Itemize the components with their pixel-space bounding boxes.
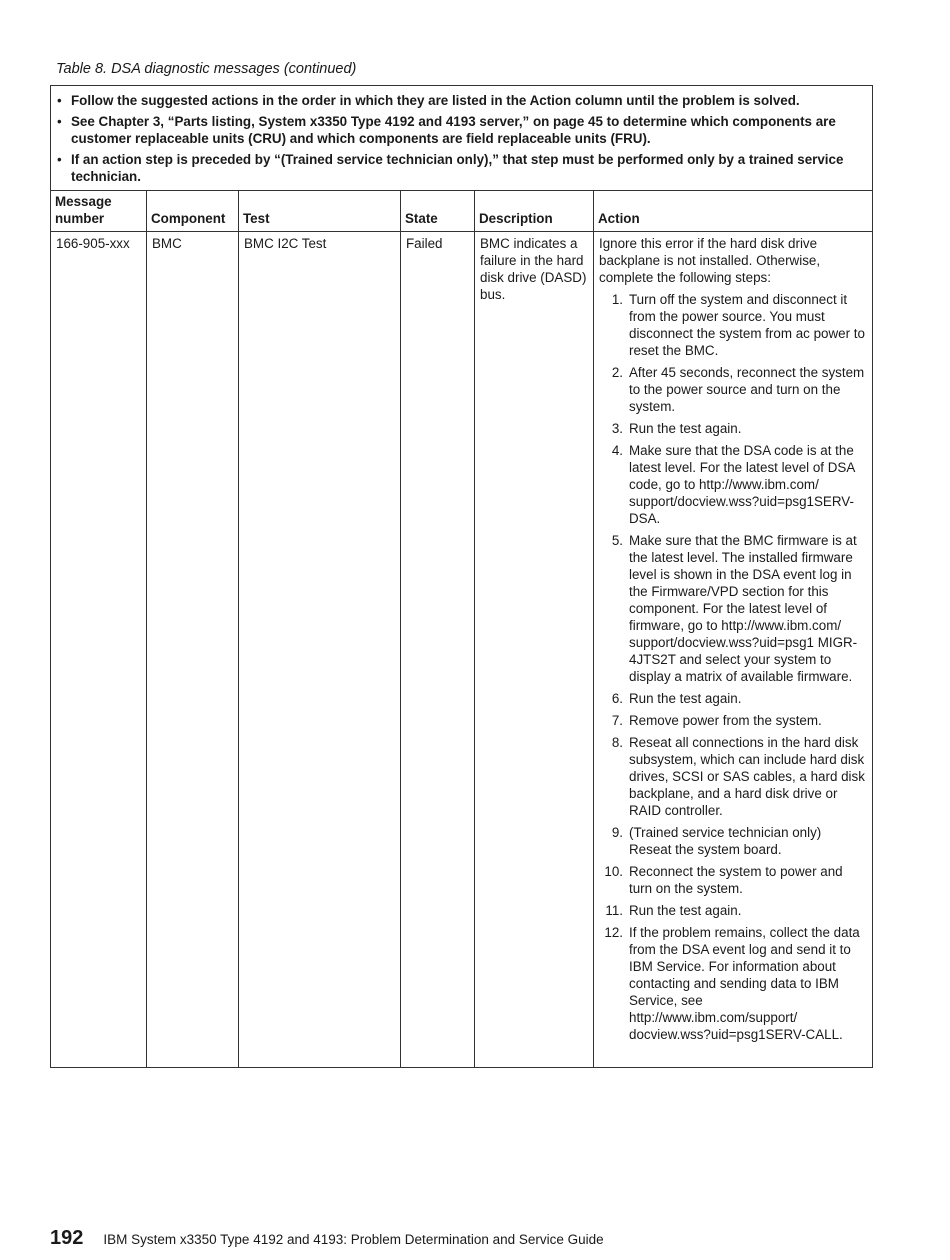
note-item: • If an action step is preceded by “(Trained service technician only),” that step must be performed only by a trained service technician. bbox=[55, 151, 868, 185]
step-text: Turn off the system and disconnect it from the power source. You must disconnect the system from ac power to reset the BMC. bbox=[629, 292, 865, 358]
note-item: • Follow the suggested actions in the order in which they are listed in the Action column until the problem is solved. bbox=[55, 92, 868, 109]
header-state: State bbox=[401, 191, 475, 232]
action-step bbox=[599, 532, 867, 685]
step-text: Run the test again. bbox=[629, 691, 742, 706]
action-step bbox=[599, 442, 867, 527]
action-steps-list bbox=[599, 291, 867, 1043]
action-step bbox=[599, 924, 867, 1043]
step-number: 4. bbox=[611, 443, 623, 458]
header-description: Description bbox=[475, 191, 594, 232]
page-footer bbox=[50, 1227, 604, 1250]
step-text: Run the test again. bbox=[629, 421, 742, 436]
step-number: 11. bbox=[605, 903, 623, 918]
action-step bbox=[599, 690, 867, 707]
step-text: Remove power from the system. bbox=[629, 713, 822, 728]
step-number: 9. bbox=[611, 825, 623, 840]
action-step bbox=[599, 902, 867, 919]
step-number: 12. bbox=[604, 925, 623, 940]
action-step bbox=[599, 824, 867, 858]
step-number: 5. bbox=[611, 533, 623, 548]
step-number: 8. bbox=[611, 735, 623, 750]
step-text: Make sure that the DSA code is at the latest level. For the latest level of DSA code, go to http://www.ibm.com/ support/docview.wss?uid=psg1SERV-DSA. bbox=[629, 443, 855, 526]
cell-component: BMC bbox=[147, 232, 239, 1068]
action-step bbox=[599, 291, 867, 359]
notes-row bbox=[51, 86, 873, 191]
header-component: Component bbox=[147, 191, 239, 232]
action-step bbox=[599, 364, 867, 415]
cell-action bbox=[594, 232, 873, 1068]
note-item: • See Chapter 3, “Parts listing, System x3350 Type 4192 and 4193 server,” on page 45 to determine which components are customer replaceable units (CRU) and which components are field replaceable units (FRU). bbox=[55, 113, 868, 147]
step-number: 2. bbox=[611, 365, 623, 380]
action-step bbox=[599, 734, 867, 819]
action-step bbox=[599, 420, 867, 437]
table-row bbox=[51, 232, 873, 1068]
cell-description: BMC indicates a failure in the hard disk drive (DASD) bus. bbox=[475, 232, 594, 1068]
step-text: Run the test again. bbox=[629, 903, 742, 918]
notes-list bbox=[55, 92, 868, 185]
table-caption: Table 8. DSA diagnostic messages (continued) bbox=[56, 61, 357, 77]
cell-state: Failed bbox=[401, 232, 475, 1068]
notes-cell bbox=[51, 86, 873, 191]
step-text: After 45 seconds, reconnect the system to the power source and turn on the system. bbox=[629, 365, 865, 414]
header-action: Action bbox=[594, 191, 873, 232]
step-number: 3. bbox=[611, 421, 623, 436]
action-intro: Ignore this error if the hard disk drive backplane is not installed. Otherwise, complete the following steps: bbox=[599, 236, 821, 285]
dsa-diagnostic-table bbox=[50, 85, 873, 1068]
step-text: If the problem remains, collect the data from the DSA event log and send it to IBM Service. For information about contacting and sending data to IBM Service, see http://www.ibm.com/support/ docview.wss?uid=psg1SERV-CALL. bbox=[629, 925, 860, 1042]
step-number: 7. bbox=[611, 713, 623, 728]
cell-message-number: 166-905-xxx bbox=[51, 232, 147, 1068]
page-number: 192 bbox=[50, 1227, 84, 1249]
action-step bbox=[599, 712, 867, 729]
cell-test: BMC I2C Test bbox=[239, 232, 401, 1068]
header-row bbox=[51, 191, 873, 232]
step-number: 1. bbox=[611, 292, 623, 307]
header-message-number: Message number bbox=[51, 191, 147, 232]
step-text: (Trained service technician only) Reseat the system board. bbox=[629, 825, 822, 857]
footer-title: IBM System x3350 Type 4192 and 4193: Problem Determination and Service Guide bbox=[103, 1232, 604, 1247]
step-text: Reseat all connections in the hard disk subsystem, which can include hard disk drives, SCSI or SAS cables, a hard disk backplane, and a hard disk drive or RAID controller. bbox=[629, 735, 865, 818]
action-step bbox=[599, 863, 867, 897]
step-text: Make sure that the BMC firmware is at the latest level. The installed firmware level is shown in the DSA event log in the Firmware/VPD section for this component. For the latest level of firmware, go to http://www.ibm.com/ support/docview.wss?uid=psg1 MIGR-4JTS2T and select your system to display a matrix of available firmware. bbox=[629, 533, 858, 684]
step-text: Reconnect the system to power and turn on the system. bbox=[629, 864, 843, 896]
header-test: Test bbox=[239, 191, 401, 232]
step-number: 6. bbox=[611, 691, 623, 706]
step-number: 10. bbox=[604, 864, 623, 879]
